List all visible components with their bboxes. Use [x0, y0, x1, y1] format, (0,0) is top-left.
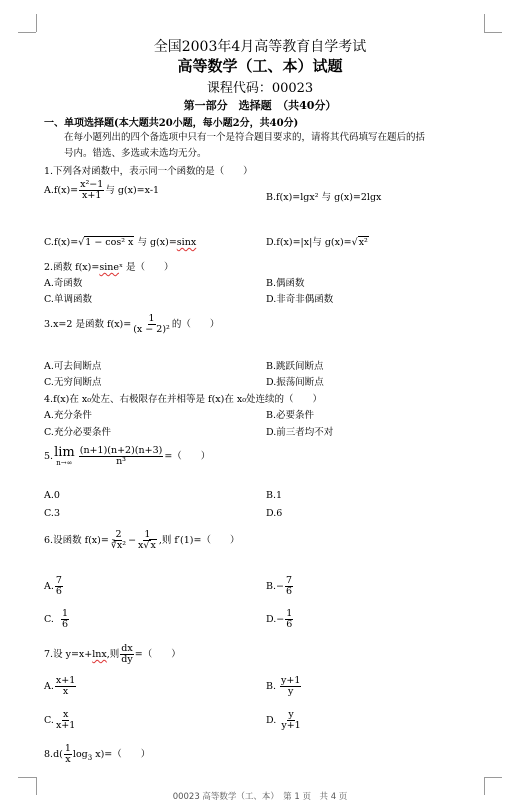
section-heading: 一、单项选择题(本大题共20小题，每小题2分，共40分): [44, 118, 299, 129]
crop-mark-tr-v: [484, 14, 485, 32]
q7-a-den: x: [62, 685, 69, 697]
q1-a-prefix: A.f(x)=: [44, 184, 79, 196]
instruction-line-1: 在每小题列出的四个备选项中只有一个是符合题目要求的，请将其代码填写在题后的括: [64, 132, 426, 143]
q8-suffix: x)=（ ）: [92, 748, 151, 760]
q3-denominator: (x − 2)²: [133, 323, 170, 335]
q6-a-num: 7: [55, 575, 62, 586]
q2-stem-func: sine: [99, 262, 119, 273]
q6-c-den: 6: [62, 618, 69, 630]
q7-denominator: dy: [121, 653, 133, 665]
q5-suffix: =（ ）: [164, 450, 211, 462]
q7-c-fraction: [55, 710, 76, 731]
q3-option-a: A.可去间断点: [44, 361, 102, 372]
q7-d-fraction: [280, 710, 301, 731]
q1-a-suffix: 与 g(x)=x-1: [105, 184, 160, 196]
q8-stem: [44, 744, 150, 765]
q3-numerator: 1: [148, 313, 155, 324]
q7-numerator: dx: [121, 643, 133, 654]
course-code: 课程代码：00023: [206, 81, 314, 96]
q7-fraction: [120, 644, 133, 665]
q7-c-den: x+1: [55, 719, 76, 731]
q3-option-c: C.无穷间断点: [44, 377, 102, 388]
q7-b-label: B.: [266, 680, 277, 692]
q4-option-c: C.充分必要条件: [44, 427, 111, 438]
q7-stem: [44, 644, 181, 665]
q1-stem: 1.下列各对函数中，表示同一个函数的是（ ）: [44, 166, 253, 177]
q6-fraction-2: [137, 530, 158, 551]
q6-d2-x: x: [138, 539, 144, 551]
q5-lim-word: lim: [54, 445, 75, 460]
q7-a-fraction: [55, 676, 76, 697]
q5-limit: [54, 446, 75, 467]
q6-b-num: 7: [285, 575, 293, 586]
q7-option-d: [266, 710, 303, 731]
q7-b-den: y: [288, 685, 294, 697]
q6-prefix: 6.设函数 f(x)=: [44, 534, 109, 546]
q3-option-d: D.振荡间断点: [266, 377, 324, 388]
q6-suffix: ,则 f′(1)=（ ）: [158, 534, 240, 546]
crop-mark-tl-v: [36, 14, 37, 32]
q7-lnx: lnx: [92, 648, 107, 660]
q6-d-label: D.−: [266, 613, 285, 625]
q2-option-c: C.单调函数: [44, 294, 92, 305]
crop-mark-tr-h: [484, 32, 502, 33]
q5-option-d: D.6: [266, 508, 283, 519]
q1-c-radicand: 1 − cos² x: [85, 237, 134, 248]
q3-stem-prefix: 3.x=2 是函数 f(x)=: [44, 318, 132, 330]
q7-d-label: D.: [266, 714, 277, 726]
q4-option-b: B.必要条件: [266, 410, 315, 421]
q2-stem-prefix: 2.函数 f(x)=: [44, 262, 100, 273]
crop-mark-bl-h: [18, 777, 36, 778]
q7-option-a: [44, 676, 77, 697]
q7-option-c: [44, 710, 77, 731]
crop-mark-br-h: [484, 777, 502, 778]
q6-option-d: [266, 609, 294, 630]
q6-d2-rad: x: [150, 539, 156, 551]
q2-option-a: A.奇函数: [44, 278, 83, 289]
q6-option-a: [44, 576, 64, 597]
q1-a-denominator: x+1: [82, 189, 102, 201]
q8-prefix: 8.d(: [44, 748, 63, 760]
q6-fraction-1: [110, 530, 127, 551]
q6-a-den: 6: [55, 585, 62, 597]
q7-suffix: =（ ）: [134, 648, 181, 660]
q1-d-radicand: x²: [358, 237, 368, 248]
q3-stem-suffix: 的（ ）: [171, 318, 220, 330]
q6-option-c: [44, 609, 70, 630]
q2-stem-suffix: ˣ 是（ ）: [119, 262, 174, 273]
q5-stem: [44, 446, 210, 467]
q7-b-num: y+1: [281, 675, 301, 686]
q5-prefix: 5.: [44, 450, 54, 462]
part-heading: 第一部分 选择题 （共40分）: [183, 99, 337, 112]
q1-a-numerator: x²−1: [80, 179, 104, 190]
q3-fraction: [132, 314, 171, 335]
q7-c-num: x: [62, 709, 69, 720]
q6-c-label: C.: [44, 613, 54, 625]
q6-a-fraction: [55, 576, 63, 597]
q5-option-b: B.1: [266, 490, 283, 501]
q8-numerator: 1: [64, 743, 71, 754]
q6-a-label: A.: [44, 580, 54, 592]
q7-c-label: C.: [44, 714, 54, 726]
q8-denominator: x: [65, 753, 71, 765]
q6-b-label: B.−: [266, 580, 284, 592]
q2-option-d: D.非奇非偶函数: [266, 294, 334, 305]
q7-prefix: 7.设 y=x+: [44, 648, 93, 660]
page-footer: 00023 高等数学（工、本） 第 1 页 共 4 页: [172, 792, 348, 802]
q7-a-num: x+1: [55, 675, 76, 686]
q6-d-den: 6: [286, 618, 293, 630]
q2-option-b: B.偶函数: [266, 278, 305, 289]
q5-lim-sub: n→∞: [56, 458, 73, 467]
q7-option-b: [266, 676, 302, 697]
exam-subject: 高等数学（工、本）试题: [177, 57, 343, 75]
q6-c-fraction: [61, 609, 69, 630]
q1-d-prefix: D.f(x)=|x|与 g(x)=: [266, 237, 352, 248]
exam-title: 全国2003年4月高等教育自学考试: [153, 39, 367, 55]
q8-fraction: [64, 744, 72, 765]
q6-n2: 1: [144, 529, 151, 540]
q6-d2: x√x: [138, 539, 156, 551]
q5-fraction: [79, 446, 164, 467]
q1-c-middle: 与 g(x)=: [137, 237, 177, 248]
q5-option-c: C.3: [44, 508, 60, 519]
q7-d-den: y+1: [281, 719, 301, 731]
q7-d-num: y: [288, 709, 294, 720]
q1-option-d: D.f(x)=|x|与 g(x)=√x²: [266, 237, 368, 248]
q6-d-num: 1: [286, 608, 293, 619]
q6-b-den: 6: [285, 585, 293, 597]
q6-stem: [44, 530, 239, 551]
q6-n1: 2: [115, 529, 122, 540]
q5-numerator: (n+1)(n+2)(n+3): [79, 445, 163, 457]
q6-minus: −: [128, 534, 137, 546]
q3-stem: [44, 314, 219, 335]
q6-d1: ∛x²: [110, 539, 127, 551]
q4-option-d: D.前三者均不对: [266, 427, 334, 438]
q6-option-b: [266, 576, 294, 597]
q2-stem: [44, 259, 174, 273]
q6-d-fraction: [285, 609, 293, 630]
q8-log: log: [72, 748, 88, 760]
instruction-line-2: 号内。错选、多选或未选均无分。: [64, 148, 207, 159]
q4-option-a: A.充分条件: [44, 410, 92, 421]
q4-stem: 4.f(x)在 x₀处左、右极限存在并相等是 f(x)在 x₀处连续的（ ）: [44, 394, 323, 405]
q7-b-fraction: [280, 676, 301, 697]
q7-middle: ,则: [106, 648, 120, 660]
q3-option-b: B.跳跃间断点: [266, 361, 324, 372]
q5-option-a: A.0: [44, 490, 60, 501]
crop-mark-tl-h: [18, 32, 36, 33]
q8-log-base: 3: [87, 753, 93, 762]
q1-c-suffix: sinx: [176, 237, 197, 248]
q1-a-fraction: [79, 180, 104, 201]
q1-option-c: C.f(x)=√1 − cos² x 与 g(x)=sinx: [44, 237, 197, 248]
q6-c-num: 1: [62, 608, 69, 619]
q7-a-label: A.: [44, 680, 54, 692]
q1-option-a: [44, 180, 159, 201]
q5-denominator: n³: [116, 455, 126, 467]
q6-b-fraction: [285, 576, 293, 597]
q1-option-b: B.f(x)=lgx² 与 g(x)=2lgx: [266, 192, 382, 203]
q1-c-prefix: C.f(x)=: [44, 237, 79, 248]
